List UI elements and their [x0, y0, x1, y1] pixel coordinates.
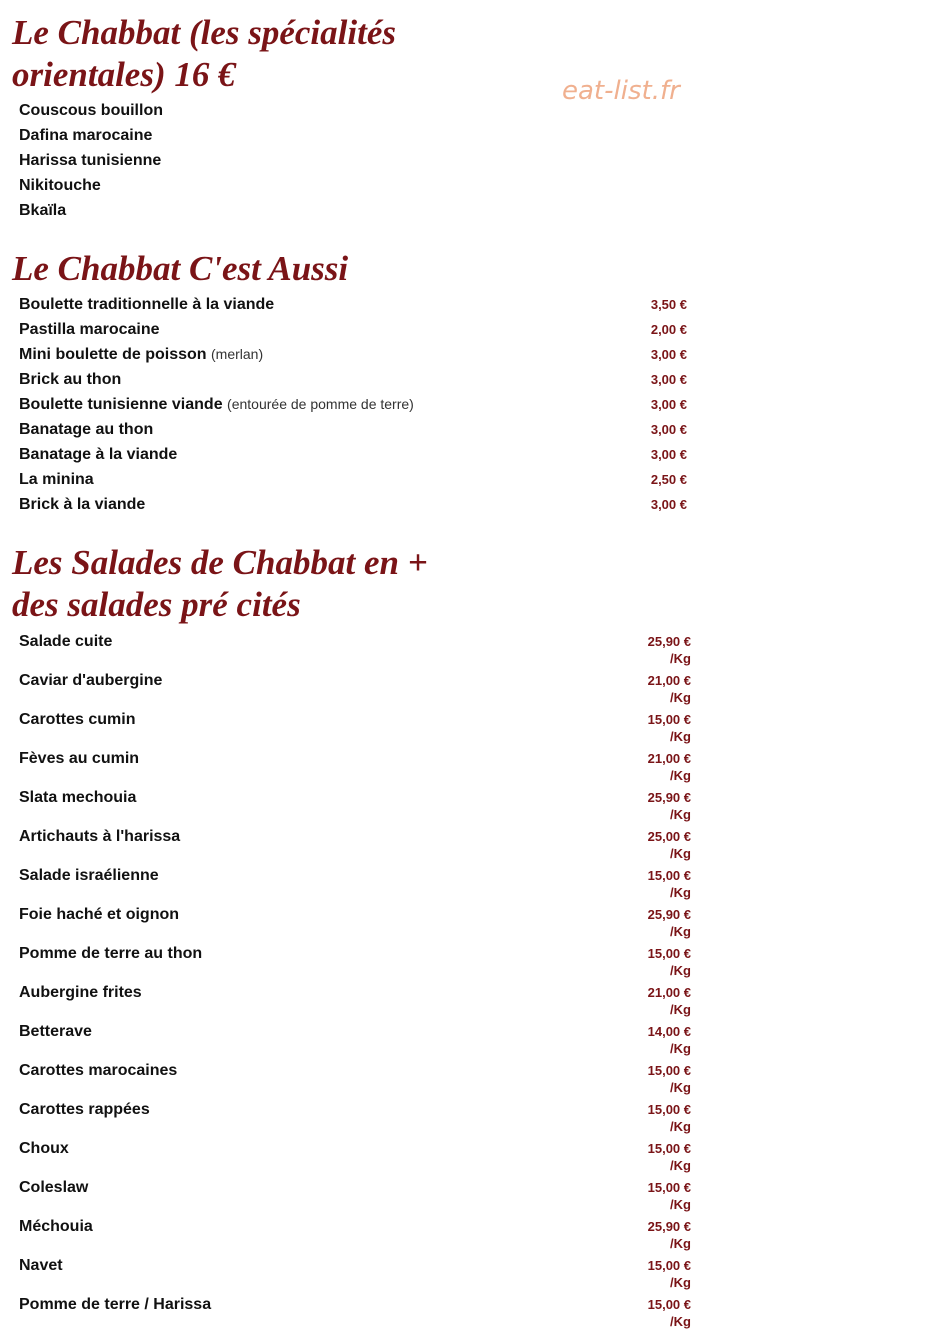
item-name: Salade cuite — [19, 633, 113, 650]
list-item: Nikitouche — [19, 177, 101, 194]
item-price: 25,90 € /Kg — [647, 907, 691, 939]
item-name: Carottes rappées — [19, 1101, 150, 1118]
item-price: 25,90 € /Kg — [647, 634, 691, 666]
item-price: 3,00 € — [650, 447, 687, 462]
title-line: des salades pré cités — [12, 585, 301, 624]
salades-list — [19, 632, 699, 1334]
menu-item — [19, 495, 699, 520]
item-note: (merlan) — [211, 346, 264, 362]
item-name: Pastilla marocaine — [19, 321, 160, 338]
item-price: 2,00 € — [650, 322, 687, 337]
item-price: 25,00 € /Kg — [647, 829, 691, 861]
item-name: Mini boulette de poisson — [19, 346, 207, 363]
item-price: 3,00 € — [650, 372, 687, 387]
item-name: Banatage à la viande — [19, 446, 178, 463]
item-name: Artichauts à l'harissa — [19, 828, 181, 845]
menu-item — [19, 470, 699, 495]
item-price: 25,90 € /Kg — [647, 790, 691, 822]
watermark: eat-list.fr — [562, 76, 680, 106]
menu-item — [19, 1139, 699, 1178]
item-name: Salade israélienne — [19, 867, 159, 884]
item-price: 25,90 € /Kg — [647, 1219, 691, 1251]
item-name: Foie haché et oignon — [19, 906, 180, 923]
section-title-salades — [12, 542, 428, 626]
menu-item — [19, 905, 699, 944]
menu-item — [19, 1061, 699, 1100]
menu-item — [19, 1256, 699, 1295]
list-item: Couscous bouillon — [19, 102, 163, 119]
item-name: Fèves au cumin — [19, 750, 140, 767]
item-price: 21,00 € /Kg — [647, 751, 691, 783]
item-price: 3,00 € — [650, 497, 687, 512]
item-name: Banatage au thon — [19, 421, 154, 438]
menu-item — [19, 788, 699, 827]
menu-item — [19, 395, 699, 420]
item-price: 3,00 € — [650, 347, 687, 362]
item-name: Slata mechouia — [19, 789, 137, 806]
item-price: 3,00 € — [650, 422, 687, 437]
item-price: 15,00 € /Kg — [647, 1141, 691, 1173]
menu-item — [19, 1217, 699, 1256]
item-price: 14,00 € /Kg — [647, 1024, 691, 1056]
item-price: 3,50 € — [650, 297, 687, 312]
menu-item — [19, 749, 699, 788]
item-name: Pomme de terre / Harissa — [19, 1296, 212, 1313]
item-note: (entourée de pomme de terre) — [227, 396, 414, 412]
aussi-list — [19, 295, 699, 520]
list-item: Harissa tunisienne — [19, 152, 162, 169]
item-name: Coleslaw — [19, 1179, 89, 1196]
title-line: Les Salades de Chabbat en + — [12, 543, 428, 582]
item-name: La minina — [19, 471, 94, 488]
item-name: Pomme de terre au thon — [19, 945, 203, 962]
item-price: 15,00 € /Kg — [647, 1102, 691, 1134]
menu-item — [19, 345, 699, 370]
item-name: Aubergine frites — [19, 984, 142, 1001]
item-price: 15,00 € /Kg — [647, 946, 691, 978]
item-name: Carottes cumin — [19, 711, 136, 728]
item-price: 15,00 € /Kg — [647, 1180, 691, 1212]
item-price: 2,50 € — [650, 472, 687, 487]
menu-item — [19, 370, 699, 395]
menu-item — [19, 1022, 699, 1061]
item-name: Méchouia — [19, 1218, 93, 1235]
menu-item — [19, 671, 699, 710]
item-name: Choux — [19, 1140, 69, 1157]
item-name: Betterave — [19, 1023, 92, 1040]
item-name: Navet — [19, 1257, 63, 1274]
section-title-aussi: Le Chabbat C'est Aussi — [12, 249, 349, 288]
menu-item — [19, 1100, 699, 1139]
title-line: Le Chabbat (les spécialités — [12, 13, 396, 52]
item-price: 15,00 € /Kg — [647, 712, 691, 744]
menu-item — [19, 420, 699, 445]
item-price: 21,00 € /Kg — [647, 985, 691, 1017]
menu-item — [19, 827, 699, 866]
item-price: 15,00 € /Kg — [647, 868, 691, 900]
title-line: orientales) 16 € — [12, 55, 236, 94]
item-name: Caviar d'aubergine — [19, 672, 163, 689]
menu-item — [19, 295, 699, 320]
menu-item — [19, 1178, 699, 1217]
item-name: Boulette traditionnelle à la viande — [19, 296, 275, 313]
menu-item — [19, 320, 699, 345]
menu-item — [19, 710, 699, 749]
item-name: Carottes marocaines — [19, 1062, 178, 1079]
item-price: 15,00 € /Kg — [647, 1063, 691, 1095]
item-name: Brick à la viande — [19, 496, 146, 513]
item-name: Brick au thon — [19, 371, 122, 388]
menu-item — [19, 944, 699, 983]
menu-item — [19, 983, 699, 1022]
menu-item — [19, 1295, 699, 1334]
list-item: Dafina marocaine — [19, 127, 153, 144]
specialites-list — [19, 101, 699, 226]
item-name: Boulette tunisienne viande — [19, 396, 223, 413]
menu-item — [19, 632, 699, 671]
item-price: 15,00 € /Kg — [647, 1297, 691, 1329]
section-title-specialites — [12, 12, 396, 96]
item-price: 21,00 € /Kg — [647, 673, 691, 705]
menu-item — [19, 445, 699, 470]
list-item: Bkaïla — [19, 202, 67, 219]
menu-item — [19, 866, 699, 905]
item-price: 15,00 € /Kg — [647, 1258, 691, 1290]
item-price: 3,00 € — [650, 397, 687, 412]
